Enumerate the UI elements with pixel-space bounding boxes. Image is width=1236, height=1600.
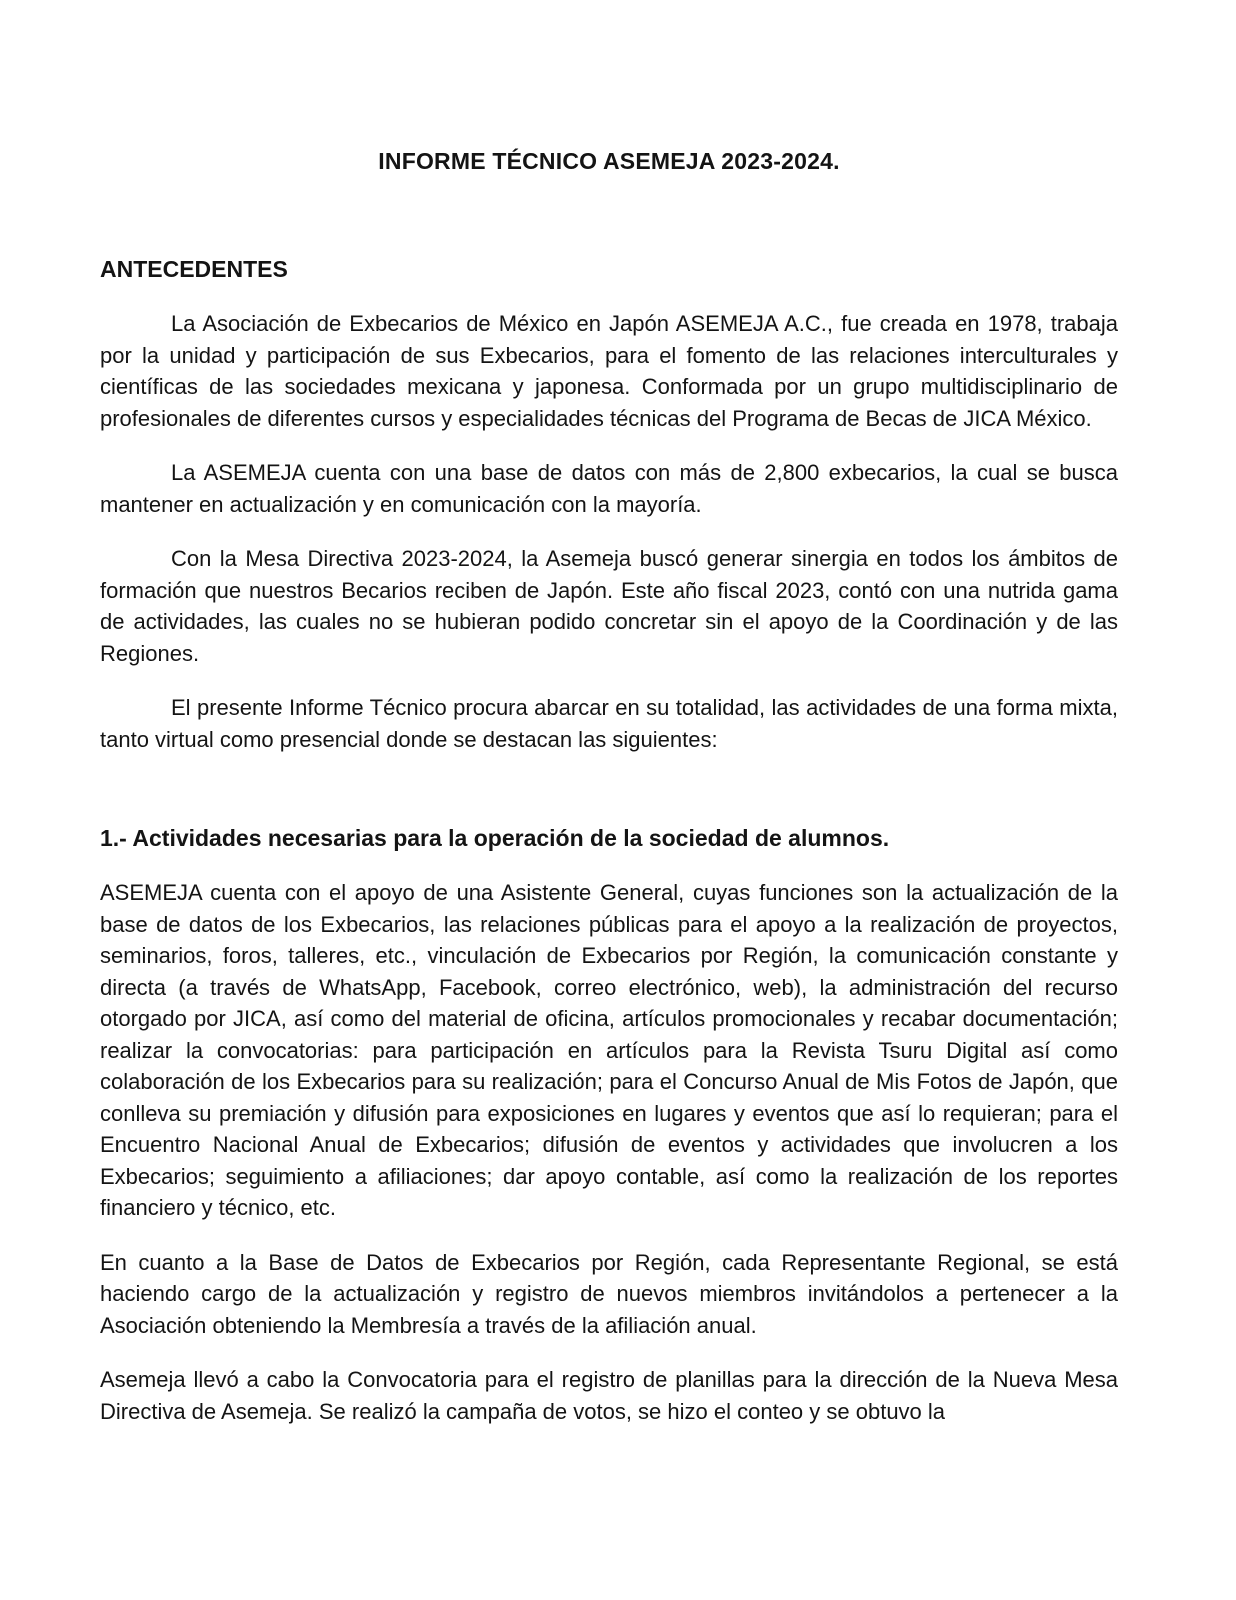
section-antecedentes xyxy=(100,253,1118,755)
document-title: INFORME TÉCNICO ASEMEJA 2023-2024. xyxy=(378,148,840,174)
antecedentes-paragraph-4: El presente Informe Técnico procura abarcar en su totalidad, las actividades de una forma mixta, tanto virtual como presencial donde se destacan las siguientes: xyxy=(100,695,1118,752)
section-actividades xyxy=(100,822,1118,1427)
actividades-paragraph-1: ASEMEJA cuenta con el apoyo de una Asistente General, cuyas funciones son la actualización de la base de datos de los Exbecarios, las relaciones públicas para el apoyo a la realización de proyectos, seminarios, foros, talleres, etc., vinculación de Exbecarios por Región, la comunicación constante y directa (a través de WhatsApp, Facebook, correo electrónico, web), la administración del recurso otorgado por JICA, así como del material de oficina, artículos promocionales y recabar documentación; realizar la convocatorias: para participación en artículos para la Revista Tsuru Digital así como colaboración de los Exbecarios para su realización; para el Concurso Anual de Mis Fotos de Japón, que conlleva su premiación y difusión para exposiciones en lugares y eventos que así lo requieran; para el Encuentro Nacional Anual de Exbecarios; difusión de eventos y actividades que involucren a los Exbecarios; seguimiento a afiliaciones; dar apoyo contable, así como la realización de los reportes financiero y técnico, etc. xyxy=(100,880,1118,1220)
antecedentes-paragraph-2: La ASEMEJA cuenta con una base de datos con más de 2,800 exbecarios, la cual se busca mantener en actualización y en comunicación con la mayoría. xyxy=(100,460,1118,517)
actividades-paragraph-3: Asemeja llevó a cabo la Convocatoria para el registro de planillas para la dirección de la Nueva Mesa Directiva de Asemeja. Se realizó la campaña de votos, se hizo el conteo y se obtuvo la xyxy=(100,1367,1118,1424)
actividades-paragraph-2: En cuanto a la Base de Datos de Exbecarios por Región, cada Representante Regional, se está haciendo cargo de la actualización y registro de nuevos miembros invitándolos a pertenecer a la Asociación obteniendo la Membresía a través de la afiliación anual. xyxy=(100,1249,1118,1338)
antecedentes-heading: ANTECEDENTES xyxy=(100,256,288,282)
antecedentes-paragraph-1: La Asociación de Exbecarios de México en Japón ASEMEJA A.C., fue creada en 1978, trabaja por la unidad y participación de sus Exbecarios, para el fomento de las relaciones interculturales y científicas de las sociedades mexicana y japonesa. Conformada por un grupo multidisciplinario de profesionales de diferentes cursos y especialidades técnicas del Programa de Becas de JICA México. xyxy=(100,311,1118,431)
actividades-heading: 1.- Actividades necesarias para la operación de la sociedad de alumnos. xyxy=(100,825,890,851)
antecedentes-paragraph-3: Con la Mesa Directiva 2023-2024, la Asemeja buscó generar sinergia en todos los ámbitos de formación que nuestros Becarios reciben de Japón. Este año fiscal 2023, contó con una nutrida gama de actividades, las cuales no se hubieran podido concretar sin el apoyo de la Coordinación y de las Regiones. xyxy=(100,546,1118,666)
